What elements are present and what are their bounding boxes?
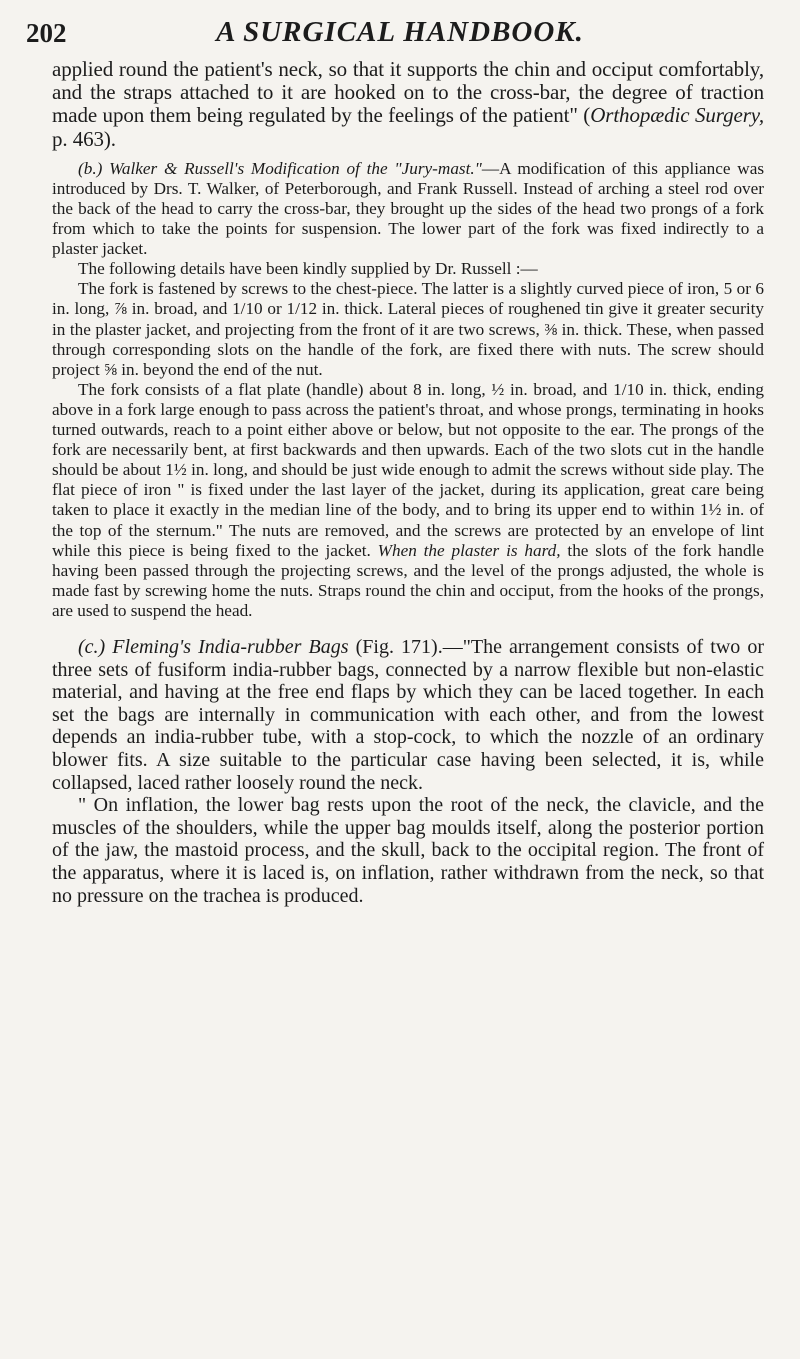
emphasis: When the plaster is hard, <box>377 540 561 560</box>
paragraph: applied round the patient's neck, so that it supports the chin and occiput comfortably, and the straps attached to it are hooked on to the cross-bar, the degree of traction made upon them being regulated by the feelings of the patient" (Orthopædic Surgery, p. 463). <box>52 57 764 151</box>
section-a-continued <box>52 58 764 151</box>
section-b-heading-paragraph: (b.) Walker & Russell's Modification of the "Jury-mast."—A modification of this appliance was introduced by Drs. T. Walker, of Peterborough, and Frank Russell. Instead of arching a steel rod over the back of the head to carry the cross-bar, they brought up the sides of the head two prongs of a fork from which to take the points for suspension. The lower part of the fork was fixed indirectly to a plaster jacket. <box>52 158 765 259</box>
section-c-heading-paragraph: (c.) Fleming's India-rubber Bags (Fig. 171).—"The arrangement consists of two or three sets of fusiform india-rubber bags, connected by a narrow flexible but non-elastic material, and having at the free end flaps by which they can be laced together. In each set the bags are internally in communication with each other, and from the lowest depends an india-rubber tube, with a stop-cock, to which the nozzle of an ordinary blower fits. A size suitable to the particular case having been selected, it is, while collapsed, laced rather loosely round the neck. <box>52 635 765 794</box>
section-b <box>52 159 764 621</box>
section-label: (c.) <box>78 635 106 658</box>
body-text <box>52 58 764 907</box>
section-c <box>52 636 764 907</box>
section-title: Walker & Russell's Modification of the "Jury-mast." <box>109 158 482 178</box>
citation: Orthopædic Surgery, <box>590 103 764 128</box>
page-number: 202 <box>26 18 67 48</box>
section-label: (b.) <box>78 158 103 178</box>
paragraph: The following details have been kindly supplied by Dr. Russell :— <box>78 259 538 279</box>
paragraph: " On inflation, the lower bag rests upon the root of the neck, the clavicle, and the muscles of the shoulders, while the upper bag moulds itself, along the posterior portion of the jaw, the mastoid process, and the skull, back to the occipital region. The front of the apparatus, where it is laced is, on inflation, rather withdrawn from the neck, so that no pressure on the trachea is produced. <box>52 794 764 907</box>
paragraph: The fork consists of a flat plate (handle) about 8 in. long, ½ in. broad, and 1/10 in. thick, ending above in a fork large enough to pass across the patient's throat, and whose prongs, terminating in hooks turned outwards, reach to a point either above or below, but not opposite to the ear. The prongs of the fork are necessarily bent, at first backwards and then upwards. Each of the two slots cut in the handle should be about 1½ in. long, and should be just wide enough to admit the screws without side play. The flat piece of iron " is fixed under the last layer of the jacket, during its application, great care being taken to place it exactly in the median line of the body, and to bring its upper end to within 1½ in. of the top of the sternum." The nuts are removed, and the screws are protected by an envelope of lint while this piece is being fixed to the jacket. When the plaster is hard, the slots of the fork handle having been passed through the projecting screws, and the level of the prongs adjusted, the whole is made fast by screwing home the nuts. Straps round the chin and occiput, from the hooks of the prongs, are used to suspend the head. <box>52 379 764 620</box>
section-title: Fleming's India-rubber Bags <box>112 635 349 658</box>
running-title: A SURGICAL HANDBOOK. <box>216 16 584 48</box>
paragraph: The fork is fastened by screws to the chest-piece. The latter is a slightly curved piece of iron, 5 or 6 in. long, ⅞ in. broad, and 1/10 or 1/12 in. thick. Lateral pieces of roughened tin give it greater security in the plaster jacket, and projecting from the front of it are two screws, ⅜ in. thick. These, when passed through corresponding slots on the handle of the fork, are fixed there with nuts. The screw should project ⅝ in. beyond the end of the nut. <box>52 279 764 379</box>
page-header <box>26 14 774 48</box>
